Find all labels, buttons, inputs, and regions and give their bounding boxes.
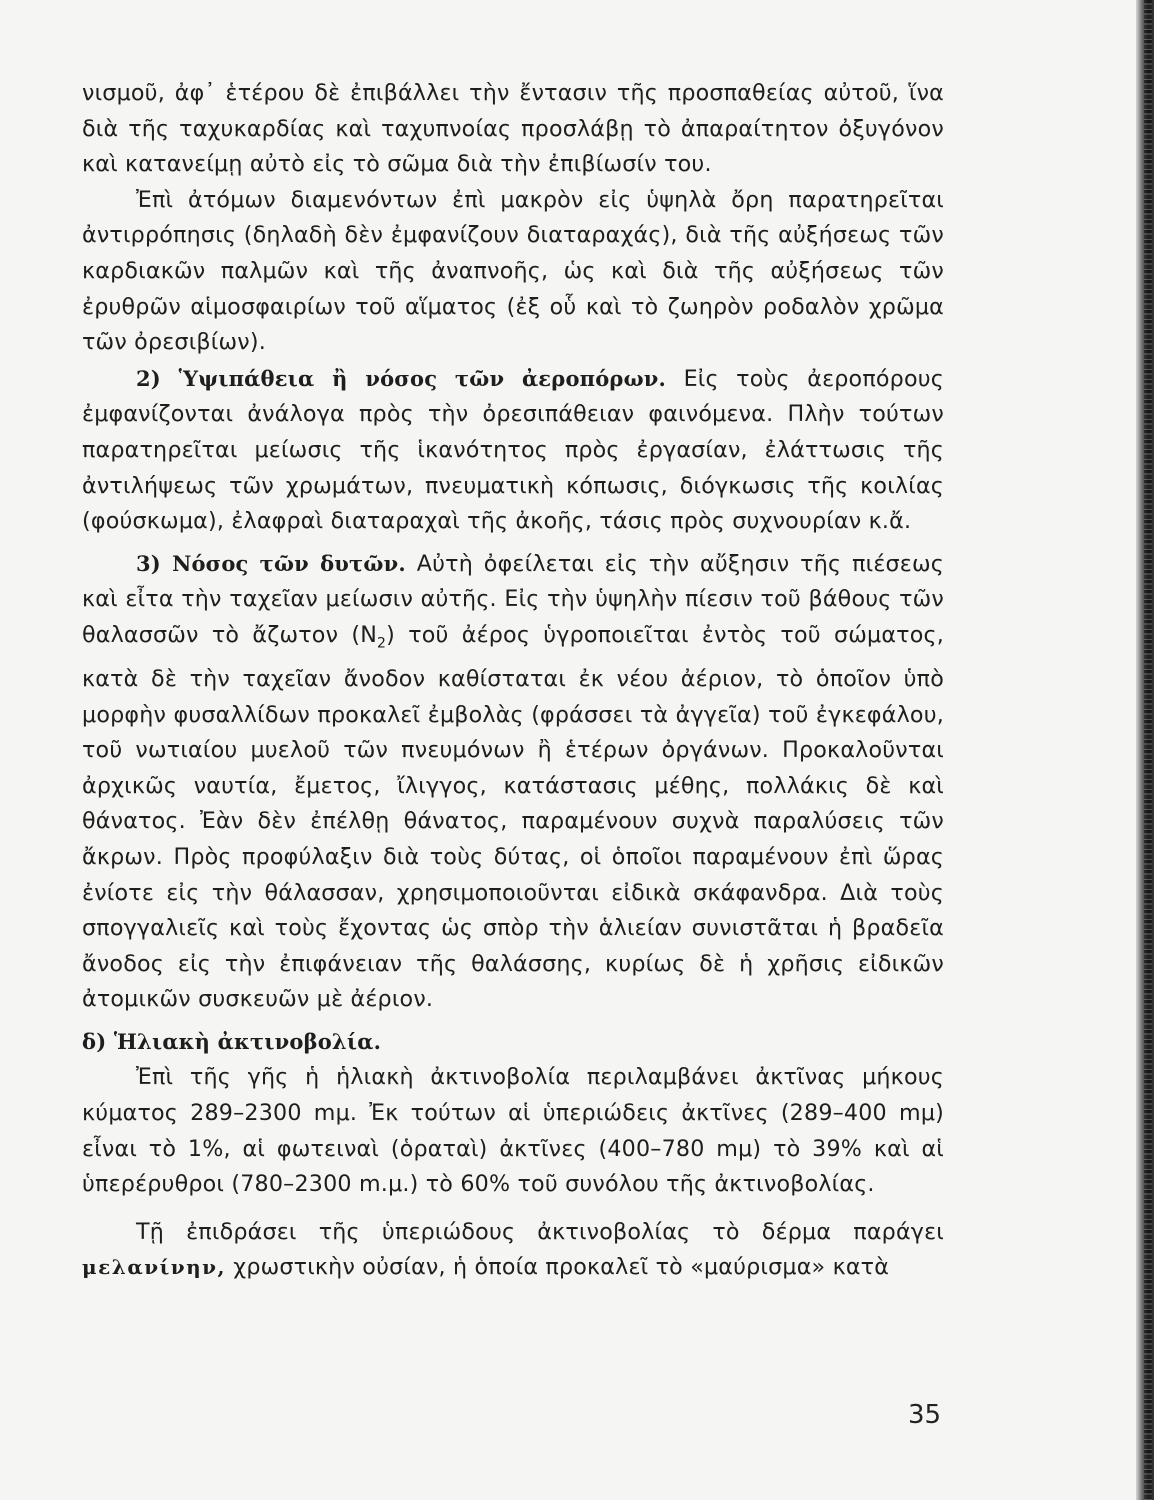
- nitrogen-subscript: 2: [377, 635, 387, 652]
- section-heading-divers: 3) Νόσος τῶν δυτῶν.: [136, 550, 406, 576]
- section-divers: [82, 546, 944, 1018]
- section-aviators: [82, 361, 944, 540]
- section-heading-aviators: 2) Ὑψιπάθεια ἢ νόσος τῶν ἀεροπόρων.: [136, 365, 667, 391]
- page-number: 35: [908, 1400, 942, 1430]
- section-solar: [82, 1024, 944, 1061]
- section-heading-solar: δ) Ἡλιακὴ ἀκτινοβολία.: [82, 1028, 382, 1054]
- paragraph-mountain-adaptation: Ἐπὶ ἀτόμων διαμενόντων ἐπὶ μακρὸν εἰς ὑψηλὰ ὄρη παρατηρεῖται ἀντιρρόπησις (δηλαδὴ δὲν ἐμφανίζουν διαταραχάς), διὰ τῆς αὐξήσεως τῶν καρδιακῶν παλμῶν καὶ τῆς ἀναπνοῆς, ὡς καὶ διὰ τῆς αὐξήσεως τῶν ἐρυθρῶν αἱμοσφαιρίων τοῦ αἵματος (ἐξ οὗ καὶ τὸ ζωηρὸν ροδαλὸν χρῶμα τῶν ὀρεσιβίων).: [82, 186, 944, 356]
- melanin-text-a: Τῇ ἐπιδράσει τῆς ὑπεριώδους ἀκτινοβολίας τὸ δέρμα παράγει: [136, 1218, 944, 1245]
- melanin-text-b: χρωστικὴν οὐσίαν, ἡ ὁποία προκαλεῖ τὸ «μαύρισμα» κατὰ: [233, 1254, 890, 1281]
- paragraph-continuation: νισμοῦ, ἀφ᾽ ἑτέρου δὲ ἐπιβάλλει τὴν ἔντασιν τῆς προσπαθείας αὐτοῦ, ἵνα διὰ τῆς ταχυκαρδίας καὶ ταχυπνοίας προσλάβῃ τὸ ἀπαραίτητον ὀξυγόνον καὶ κατανείμῃ αὐτὸ εἰς τὸ σῶμα διὰ τὴν ἐπιβίωσίν του.: [82, 80, 944, 178]
- body-text: [82, 76, 944, 1286]
- paragraph-melanin: [82, 1215, 944, 1286]
- scan-edge-noise: [1144, 0, 1152, 1500]
- melanin-term: μελανίνην,: [82, 1255, 227, 1280]
- section-text-divers-b: ) τοῦ ἀέρος ὑγροποιεῖται ἐντὸς τοῦ σώματος, κατὰ δὲ τὴν ταχεῖαν ἄνοδον καθίσταται ἐκ νέου ἀέριον, τὸ ὁποῖον ὑπὸ μορφὴν φυσαλλίδων προκαλεῖ ἐμβολὰς (φράσσει τὰ ἀγγεῖα) τοῦ ἐγκεφάλου, τοῦ νωτιαίου μυελοῦ τῶν πνευμόνων ἢ ἑτέρων ὀργάνων. Προκαλοῦνται ἀρχικῶς ναυτία, ἔμετος, ἴλιγγος, κατάστασις μέθης, πολλάκις δὲ καὶ θάνατος. Ἐὰν δὲν ἐπέλθῃ θάνατος, παραμένουν συχνὰ παραλύσεις τῶν ἄκρων. Πρὸς προφύλαξιν διὰ τοὺς δύτας, οἱ ὁποῖοι παραμένουν ἐπὶ ὥρας ἐνίοτε εἰς τὴν θάλασσαν, χρησιμοποιοῦνται εἰδικὰ σκάφανδρα. Διὰ τοὺς σπογγαλιεῖς καὶ τοὺς ἔχοντας ὡς σπὸρ τὴν ἁλιείαν συνιστᾶται ἡ βραδεῖα ἄνοδος εἰς τὴν ἐπιφάνειαν τῆς θαλάσσης, κυρίως δὲ ἡ χρῆσις εἰδικῶν ἀτομικῶν συσκευῶν μὲ ἀέριον.: [82, 621, 944, 1013]
- section-text-divers-a: Αὐτὴ ὀφείλεται εἰς τὴν αὔξησιν τῆς πιέσεως καὶ εἶτα τὴν ταχεῖαν μείωσιν αὐτῆς. Εἰς τὴν ὑψηλὴν πίεσιν τοῦ βάθους τῶν θαλασσῶν τὸ ἄζωτον (N: [82, 550, 944, 648]
- section-text-aviators: Εἰς τοὺς ἀεροπόρους ἐμφανίζονται ἀνάλογα πρὸς τὴν ὀρεσιπάθειαν φαινόμενα. Πλὴν τούτων παρατηρεῖται μείωσις τῆς ἱκανότητος πρὸς ἐργασίαν, ἐλάττωσις τῆς ἀντιλήψεως τῶν χρωμάτων, πνευματικὴ κόπωσις, διόγκωσις τῆς κοιλίας (φούσκωμα), ἐλαφραὶ διαταραχαὶ τῆς ἀκοῆς, τάσις πρὸς συχνουρίαν κ.ἄ.: [82, 365, 944, 535]
- paragraph-solar-radiation: Ἐπὶ τῆς γῆς ἡ ἡλιακὴ ἀκτινοβολία περιλαμβάνει ἀκτῖνας μήκους κύματος 289–2300 mμ. Ἐκ τούτων αἱ ὑπεριώδεις ἀκτῖνες (289–400 mμ) εἶναι τὸ 1%, αἱ φωτειναὶ (ὁραταὶ) ἀκτῖνες (400–780 mμ) τὸ 39% καὶ αἱ ὑπερέρυθροι (780–2300 m.μ.) τὸ 60% τοῦ συνόλου τῆς ἀκτινοβολίας.: [82, 1064, 944, 1198]
